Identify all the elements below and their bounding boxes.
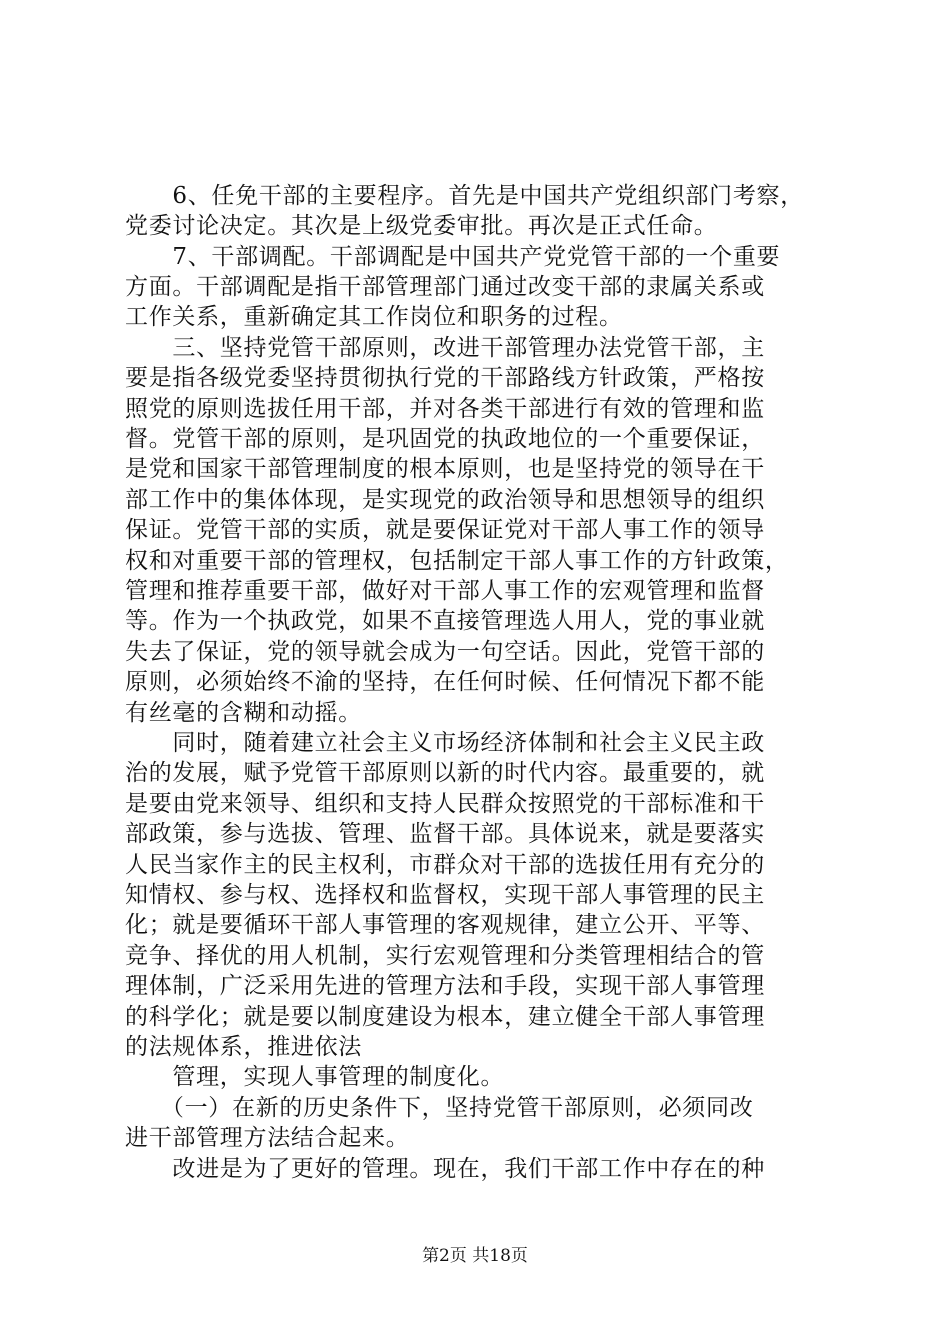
text-line: 治的发展，赋予党管干部原则以新的时代内容。最重要的，就 [125,760,765,786]
text-line: 的法规体系，推进依法 [125,1034,362,1060]
text-line: 有丝毫的含糊和动摇。 [125,700,362,726]
text-line: 同时，随着建立社会主义市场经济体制和社会主义民主政 [125,730,765,756]
text-line: 保证。党管干部的实质，就是要保证党对干部人事工作的领导 [125,517,765,543]
text-line: 化；就是要循环干部人事管理的客观规律，建立公开、平等、 [125,912,765,938]
text-line: 人民当家作主的民主权利，市群众对干部的选拔任用有充分的 [125,852,765,878]
text-line: 7、干部调配。干部调配是中国共产党党管干部的一个重要 [125,244,781,270]
text-line: 失去了保证，党的领导就会成为一句空话。因此，党管干部的 [125,639,765,665]
text-line: 改进是为了更好的管理。现在，我们干部工作中存在的种 [125,1156,765,1182]
text-line: 部政策，参与选拔、管理、监督干部。具体说来，就是要落实 [125,821,765,847]
page-number-footer: 第2页 共18页 [422,1246,528,1266]
text-line: 6、任免干部的主要程序。首先是中国共产党组织部门考察， [125,183,804,209]
text-line: 原则，必须始终不渝的坚持，在任何时候、任何情况下都不能 [125,669,765,695]
text-line: 等。作为一个执政党，如果不直接管理选人用人，党的事业就 [125,608,765,634]
text-line: 是党和国家干部管理制度的根本原则，也是坚持党的领导在干 [125,456,765,482]
text-line: 理体制，广泛采用先进的管理方法和手段，实现干部人事管理 [125,973,765,999]
text-line: 知情权、参与权、选择权和监督权，实现干部人事管理的民主 [125,882,765,908]
text-line: 党委讨论决定。其次是上级党委审批。再次是正式任命。 [125,213,718,239]
text-line: 是要由党来领导、组织和支持人民群众按照党的干部标准和干 [125,791,765,817]
text-line: 的科学化；就是要以制度建设为根本，建立健全干部人事管理 [125,1004,765,1030]
text-line: 照党的原则选拔任用干部，并对各类干部进行有效的管理和监 [125,396,765,422]
text-line: 进干部管理方法结合起来。 [125,1125,410,1151]
text-line: 要是指各级党委坚持贯彻执行党的干部路线方针政策，严格按 [125,365,765,391]
text-line: （一）在新的历史条件下，坚持党管干部原则，必须同改 [125,1095,754,1121]
text-line: 三、坚持党管干部原则，改进干部管理办法党管干部，主 [125,335,765,361]
text-line: 管理和推荐重要干部，做好对干部人事工作的宏观管理和监督 [125,578,765,604]
text-line: 方面。干部调配是指干部管理部门通过改变干部的隶属关系或 [125,274,765,300]
text-line: 管理，实现人事管理的制度化。 [125,1064,505,1090]
text-line: 工作关系，重新确定其工作岗位和职务的过程。 [125,304,623,330]
text-line: 部工作中的集体体现，是实现党的政治领导和思想领导的组织 [125,487,765,513]
text-line: 竞争、择优的用人机制，实行宏观管理和分类管理相结合的管 [125,943,765,969]
text-line: 督。党管干部的原则，是巩固党的执政地位的一个重要保证， [125,426,765,452]
text-line: 权和对重要干部的管理权，包括制定干部人事工作的方针政策， [125,548,789,574]
